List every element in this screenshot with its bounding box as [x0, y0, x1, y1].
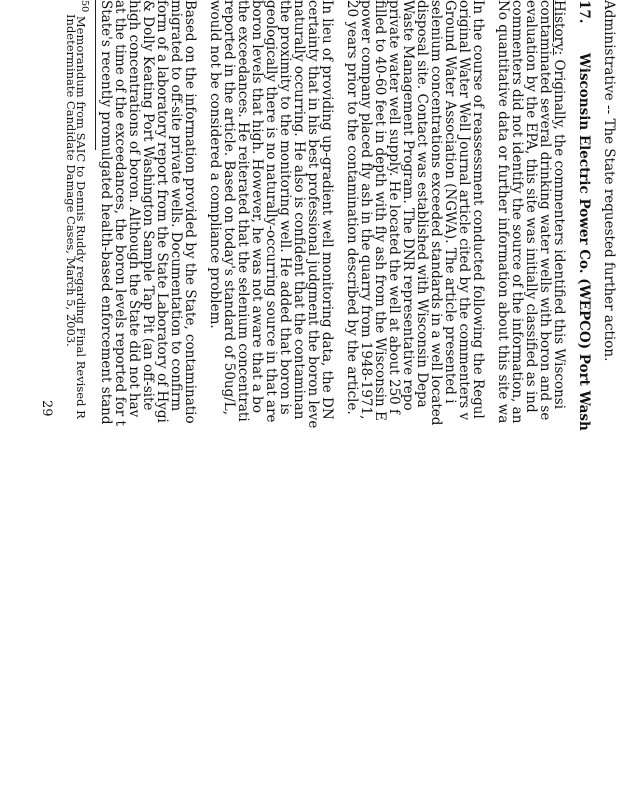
- history-rest: Originally, the commenters identified this Wisconsi: [551, 55, 567, 410]
- paragraph-3-line-2: certainty that in his best professional judgment the boron leve: [305, 0, 321, 429]
- paragraph-2-line-4: selenium concentrations exceeded standards in a well located: [428, 0, 444, 426]
- paragraph-1-line-4: commenters did not identify the source of the information, an: [509, 0, 525, 424]
- section-title: Wisconsin Electric Power Co. (WEPCO) Port Wash: [576, 52, 592, 431]
- paragraph-2-line-9: power company placed fly ash in the quarry from 1948-1971,: [358, 0, 374, 420]
- paragraph-4-line-6: at the time of the exceedances, the boron levels reported for t: [112, 0, 128, 426]
- paragraph-1-line-2: contaminated several drinking water wells with boron and se: [537, 0, 553, 421]
- paragraph-1-line-3: evaluation by the EPA, this site was initially classified as ind: [523, 0, 539, 413]
- paragraph-2-line-7: private water well supply. He located the well at about 250 f: [386, 0, 402, 415]
- paragraph-4-line-1: Based on the information provided by the State, contaminatio: [182, 0, 198, 424]
- header-line: Administrative -- The State requested further action.: [601, 0, 617, 362]
- section-number: 17.: [576, 0, 592, 24]
- footnote-text-1: Memorandum from SAIC to Dennis Ruddy regarding Final Revised R: [74, 15, 89, 419]
- history-lead: History:: [551, 0, 567, 56]
- paragraph-2-line-5: disposal site. Contact was established with Wisconsin Depa: [414, 0, 430, 408]
- paragraph-3-line-9: would not be considered a compliance problem.: [207, 0, 223, 329]
- paragraph-3-line-8: reported in the article. Based on today's standard of 50ug/L,: [221, 0, 237, 416]
- paragraph-2-line-3: Ground Water Association (NGWA). The article presented i: [442, 0, 458, 404]
- paragraph-2-line-10: 20 years prior to the contamination described by the article.: [344, 0, 360, 415]
- paragraph-3-line-6: boron levels that high. However, he was not aware that a bo: [249, 0, 265, 413]
- section-heading: [577, 0, 591, 431]
- footnote-divider: [95, 0, 96, 150]
- paragraph-3-line-3: naturally occurring. He also is confident that the contaminan: [291, 0, 307, 420]
- paragraph-2-line-6: Waste Management Program. The DNR representative repo: [400, 0, 416, 411]
- paragraph-2-line-1: In the course of reassessment conducted following the Regul: [470, 0, 486, 419]
- paragraph-1-line-5: No quantitative data or further information about this site wa: [495, 0, 511, 424]
- paragraph-4-line-7: State's recently promulgated health-based enforcement stand: [98, 0, 114, 425]
- footnote-marker: 50: [79, 0, 90, 13]
- paragraph-3-line-1: In lieu of providing up-gradient well monitoring data, the DN: [319, 0, 335, 420]
- footnote-line-2: Indeterminate Candidate Damage Cases, March 5, 2003.: [64, 14, 78, 347]
- paragraph-3-line-7: the exceedances. He reiterated that the selenium concentrati: [235, 0, 251, 422]
- paragraph-3-line-4: the proximity to the monitoring well. He added that boron is: [277, 0, 293, 415]
- paragraph-1-line-1: [552, 0, 566, 409]
- paragraph-2-line-8: filled to 40-60 feet in depth with fly ash from the Wisconsin E: [372, 0, 388, 421]
- paragraph-3-line-5: geologically there is no naturally-occurring source in that are: [263, 0, 279, 423]
- paragraph-4-line-3: form of a laboratory report from the State Laboratory of Hygi: [154, 0, 170, 423]
- paragraph-4-line-2: migrated to off-site private wells. Documentation to confirm: [168, 0, 184, 412]
- paragraph-4-line-4: & Dolly Keating Port Washington Sample Tap Pit (an off-site: [140, 0, 156, 411]
- paragraph-4-line-5: high concentrations of boron. Although the State did not hav: [126, 0, 142, 418]
- paragraph-2-line-2: original Water Well Journal article cited by the commenters v: [456, 0, 472, 421]
- page-number: 29: [39, 400, 54, 417]
